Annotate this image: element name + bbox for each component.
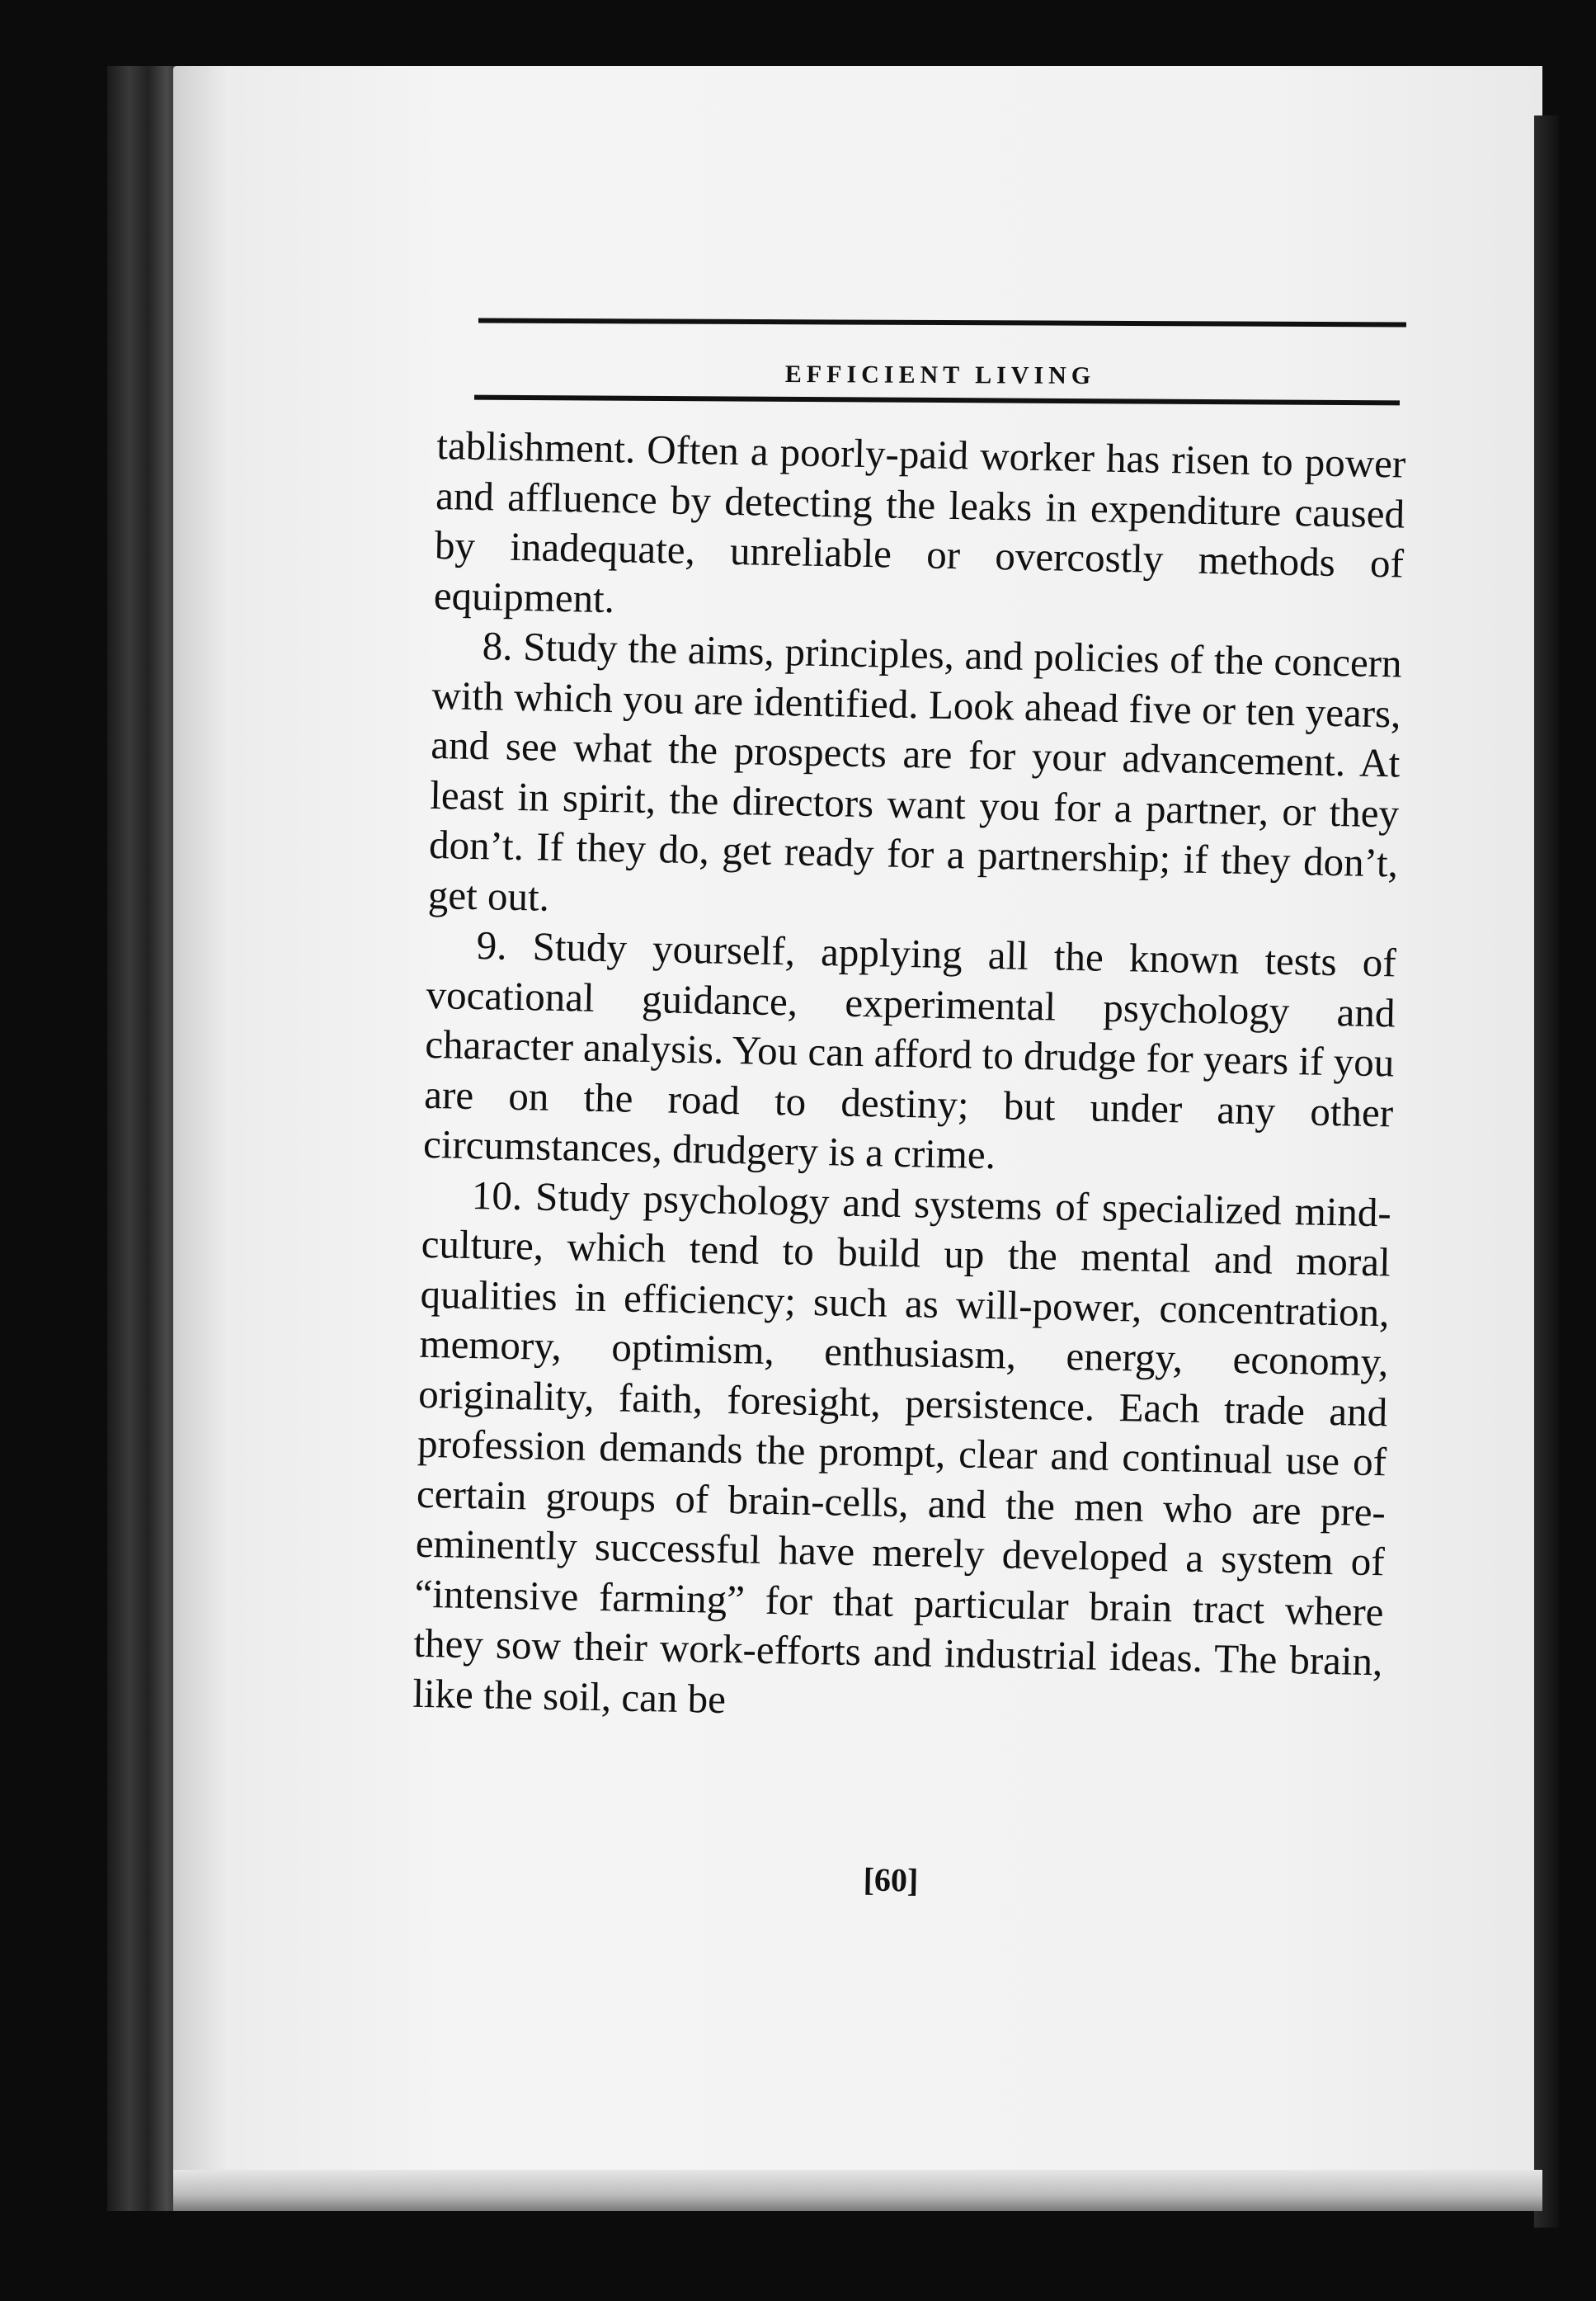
paragraph-item-10: 10. Study psychology and systems of specialized mind-culture, which tend to build up the mental and moral qualities in efficiency; such as will-power, concentration, memory, optimism, enthusiasm, energy, economy, originality, faith, foresight, persistence. Each trade and profession demands the prompt, clear and continual use of certain groups of brain-cells, and the men who are pre-eminently successful have merely developed a system of “intensive farming” for that particular brain tract where they sow their work-efforts and industrial ideas. The brain, like the soil, can be <box>412 1172 1392 1722</box>
paragraph-item-9: 9. Study yourself, applying all the known tests of vocational guidance, experimental psychology and character analysis. You can afford to drudge for years if you are on the road to destiny; but under any other circumstances, drudgery is a crime. <box>422 922 1397 1178</box>
running-head: EFFICIENT LIVING <box>784 361 1096 389</box>
page-number: [60] <box>863 1860 919 1899</box>
page-bottom-edge <box>173 2170 1542 2211</box>
paragraph-continuation: tablishment. Often a poorly-paid worker has risen to power and affluence by detecting the leaks in expenditure caused by inadequate, unreliable or overcostly methods of equipment. <box>433 422 1406 621</box>
book-spine <box>107 66 181 2211</box>
paragraph-item-8: 8. Study the aims, principles, and policies of the concern with which you are identified. Look ahead five or ten years, and see what the prospects are for your advancement. At least in spirit, the directors want you for a partner, or they don’t. If they do, get ready for a partnership; if they don’t, get out. <box>427 623 1403 920</box>
body-text <box>412 421 1406 1737</box>
book-right-edge <box>1534 116 1559 2228</box>
